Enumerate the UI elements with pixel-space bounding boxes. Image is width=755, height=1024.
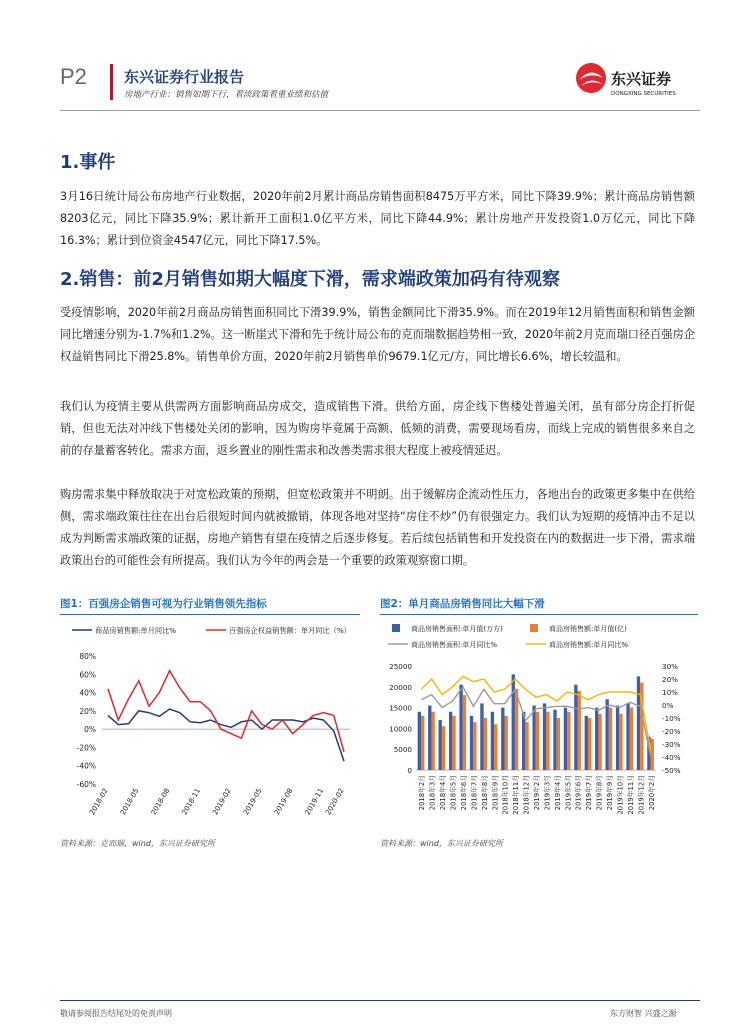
header-rule xyxy=(60,110,700,111)
x-tick-label: 2019年9月 xyxy=(606,775,615,811)
bar xyxy=(637,676,640,770)
y-right-tick-label: 0% xyxy=(662,701,674,710)
bar xyxy=(546,712,549,770)
x-tick-label: 2020年2月 xyxy=(647,775,656,811)
y-left-tick-label: 5000 xyxy=(393,745,412,755)
header-divider xyxy=(110,64,113,100)
bar xyxy=(442,726,445,770)
legend-swatch xyxy=(530,624,538,632)
x-tick-label: 2019年6月 xyxy=(574,775,583,811)
bar xyxy=(449,712,452,770)
footer-rule xyxy=(60,1000,700,1001)
figure-2-rule xyxy=(380,614,698,615)
company-logo xyxy=(575,60,700,100)
figure-1-title: 图1：百强房企销售可视为行业销售领先指标 xyxy=(60,598,267,610)
bar xyxy=(574,685,577,770)
bar xyxy=(439,720,442,770)
legend-swatch xyxy=(392,624,400,632)
bar xyxy=(463,695,466,770)
figure-2-source: 资料来源：wind，东兴证券研究所 xyxy=(380,839,503,848)
legend-label: 商品房销售额:单月同比% xyxy=(549,641,629,649)
section-1-title: 1.事件 xyxy=(60,152,116,173)
bar xyxy=(595,708,598,770)
legend-label: 商品房销售额:单月同比% xyxy=(95,626,177,635)
x-tick-label: 2018-05 xyxy=(118,787,141,817)
section-2-paragraph-2 xyxy=(60,396,695,462)
x-tick-label: 2018年8月 xyxy=(480,775,489,811)
bar xyxy=(470,716,473,770)
logo-text: 东兴证券 xyxy=(611,70,672,88)
figure-2-chart xyxy=(376,618,698,830)
bar xyxy=(616,706,619,770)
y-tick-label: 40% xyxy=(79,688,96,698)
y-tick-label: -20% xyxy=(76,743,96,753)
y-right-tick-label: -50% xyxy=(662,766,681,775)
x-tick-label: 2019-11 xyxy=(303,787,326,817)
bar xyxy=(473,722,476,770)
y-right-tick-label: 10% xyxy=(662,688,678,697)
y-tick-label: -40% xyxy=(76,761,96,771)
y-tick-label: 20% xyxy=(79,706,96,716)
bar xyxy=(651,739,654,770)
x-tick-label: 2018年7月 xyxy=(470,775,479,811)
x-tick-label: 2018年9月 xyxy=(491,775,500,811)
bar xyxy=(543,703,546,770)
bar xyxy=(585,716,588,770)
bar xyxy=(525,722,528,770)
x-tick-label: 2018年6月 xyxy=(459,775,468,811)
x-tick-label: 2019年12月 xyxy=(637,775,646,815)
x-tick-label: 2019年5月 xyxy=(564,775,573,811)
bar xyxy=(484,718,487,770)
bar xyxy=(532,706,535,770)
bar xyxy=(421,716,424,770)
y-left-tick-label: 0 xyxy=(407,766,412,775)
bar xyxy=(494,724,497,770)
paragraph: 我们认为疫情主要从供需两方面影响商品房成交，造成销售下滑。供给方面，房企线下售楼处普遍关闭，虽有部分房企打折促销，但也无法对冲线下售楼处关闭的影响，因为购房毕竟属于高额、低频的消费，需要现场看房，而线上完成的销售很多来自之前的存量蓄客转化。需求方面，返乡置业的刚性需求和改善类需求很大程度上被疫情延迟。 xyxy=(60,400,695,457)
x-tick-label: 2018-08 xyxy=(149,787,172,817)
logo-emblem-icon xyxy=(576,63,606,93)
figure-1-chart xyxy=(60,618,360,828)
bar xyxy=(630,708,633,770)
bar xyxy=(564,708,567,770)
y-right-tick-label: -20% xyxy=(662,727,681,736)
figure-2-title: 图2：单月商品房销售同比大幅下滑 xyxy=(380,598,545,610)
figure-1-source: 资料来源：克而瑞，wind，东兴证券研究所 xyxy=(60,839,215,848)
x-tick-label: 2019年8月 xyxy=(595,775,604,811)
series-line xyxy=(108,709,344,761)
x-tick-label: 2018年11月 xyxy=(512,775,521,815)
x-tick-label: 2018-02 xyxy=(88,787,110,817)
y-right-tick-label: -10% xyxy=(662,714,681,723)
bar xyxy=(515,689,518,770)
x-tick-label: 2019-02 xyxy=(211,787,233,817)
x-tick-label: 2019-05 xyxy=(242,787,264,817)
x-tick-label: 2020-02 xyxy=(324,787,346,817)
y-right-tick-label: 20% xyxy=(662,675,678,684)
y-tick-label: 80% xyxy=(79,652,96,661)
bar xyxy=(501,708,504,770)
paragraph: 受疫情影响，2020年前2月商品房销售面积同比下滑39.9%，销售金额同比下滑35.9%。而在2019年12月销售面积和销售金额同比增速分别为-1.7%和1.2%。这一断崖式下滑和先于统计局公布的克而瑞数据趋势相一致，2020年前2月克而瑞口径百强房企权益销售同比下滑25.8%。销售单价方面，2020年前2月销售单价9679.1亿元/方，同比增长6.6%，增长较温和。 xyxy=(60,306,695,363)
section-2-title: 2.销售：前2月销售如期大幅度下滑，需求端政策加码有待观察 xyxy=(60,269,560,290)
bar xyxy=(431,712,434,770)
bar xyxy=(480,703,483,770)
y-right-tick-label: -30% xyxy=(662,740,681,749)
footer-disclaimer: 敬请参阅报告结尾处的免责声明 xyxy=(60,1009,172,1018)
logo-en: DONGXING SECURITIES xyxy=(611,91,676,97)
section-2-paragraph-1 xyxy=(60,302,695,368)
figure-1-rule xyxy=(60,614,360,615)
bar xyxy=(536,712,539,770)
report-subtitle: 房地产行业：销售如期下行，看淡政策看重业绩和估值 xyxy=(124,90,329,100)
paragraph: 3月16日统计局公布房地产行业数据，2020年前2月累计商品房销售面积8475万平方米，同比下降39.9%；累计商品房销售额8203亿元，同比下降35.9%；累计新开工面积1.0亿平方米，同比下降44.9%；累计房地产开发投资1.0万亿元，同比下降16.3%；累计到位资金4547亿元，同比下降17.5%。 xyxy=(60,190,695,247)
x-tick-label: 2018年5月 xyxy=(449,775,458,811)
bar xyxy=(609,708,612,770)
report-title: 东兴证券行业报告 xyxy=(124,68,245,86)
x-tick-label: 2019年7月 xyxy=(585,775,594,811)
bar xyxy=(578,691,581,770)
bar xyxy=(553,710,556,770)
bar xyxy=(491,712,494,770)
y-left-tick-label: 15000 xyxy=(389,703,412,713)
x-tick-label: 2019年11月 xyxy=(626,775,635,815)
x-tick-label: 2018-11 xyxy=(180,787,203,817)
legend-label: 商品房销售额:单月值(亿) xyxy=(549,625,627,633)
x-tick-label: 2019年2月 xyxy=(533,775,541,811)
legend-label: 商品房销售面积:单月同比% xyxy=(411,641,498,649)
x-tick-label: 2018年10月 xyxy=(501,775,510,815)
y-tick-label: -60% xyxy=(76,780,96,789)
y-right-tick-label: 30% xyxy=(662,662,678,671)
x-tick-label: 2018年3月 xyxy=(428,775,437,811)
bar xyxy=(619,714,622,770)
legend-label: 百强房企权益销售额：单月同比（%） xyxy=(229,626,351,635)
y-tick-label: 0% xyxy=(84,725,96,735)
bar xyxy=(452,716,455,770)
paragraph: 购房需求集中释放取决于对宽松政策的预期，但宽松政策并不明朗。出于缓解房企流动性压力，各地出台的政策更多集中在供给侧，需求端政策往往在出台后很短时间内就被撤销，体现各地对坚持“房住不炒”仍有很强定力。我们认为短期的疫情冲击不足以成为判断需求端政策的证据，房地产销售有望在疫情之后逐步修复。若后续包括销售和开发投资在内的数据进一步下滑，需求端政策出台的可能性会有所提高。我们认为今年的两会是一个重要的政策观察窗口期。 xyxy=(60,488,695,567)
x-tick-label: 2019年3月 xyxy=(543,775,552,811)
bar xyxy=(598,714,601,770)
bar xyxy=(626,703,629,770)
footer-slogan: 东方财智 兴盛之源 xyxy=(610,1009,677,1018)
bar xyxy=(459,685,462,770)
y-left-tick-label: 25000 xyxy=(389,662,412,671)
y-left-tick-label: 10000 xyxy=(389,724,412,734)
x-tick-label: 2019-08 xyxy=(272,787,295,817)
bar xyxy=(418,712,421,770)
bar xyxy=(504,716,507,770)
x-tick-label: 2018年4月 xyxy=(439,775,448,811)
y-right-tick-label: -40% xyxy=(662,753,681,762)
bar xyxy=(512,674,515,770)
x-tick-label: 2019年10月 xyxy=(616,775,625,815)
bar xyxy=(557,718,560,770)
bar xyxy=(605,699,608,770)
legend-label: 商品房销售面积:单月值(万方) xyxy=(411,625,503,633)
x-tick-label: 2019年4月 xyxy=(553,775,562,811)
page-number: P2 xyxy=(60,64,87,89)
bar xyxy=(428,706,431,770)
section-1-paragraph xyxy=(60,186,695,252)
x-tick-label: 2018年12月 xyxy=(522,775,531,815)
bar xyxy=(567,712,570,770)
x-tick-label: 2018年2月 xyxy=(418,775,427,811)
section-2-paragraph-3 xyxy=(60,484,695,572)
y-left-tick-label: 20000 xyxy=(389,682,412,692)
y-tick-label: 60% xyxy=(79,670,96,680)
bar xyxy=(588,718,591,770)
